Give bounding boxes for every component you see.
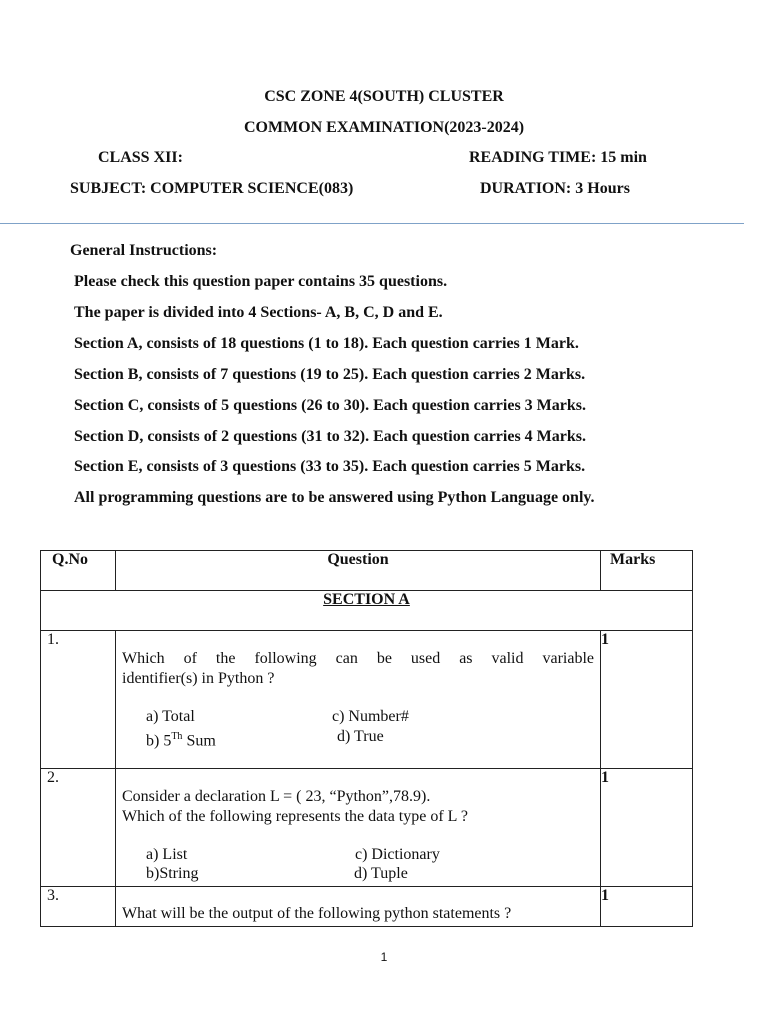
question-cell <box>116 631 601 769</box>
header-divider <box>0 223 744 224</box>
instruction-item: The paper is divided into 4 Sections- A, B, C, D and E. <box>74 304 443 321</box>
marks-value: 1 <box>601 769 693 887</box>
table-row <box>41 887 693 927</box>
option-c: c) Dictionary <box>355 846 440 863</box>
instructions-title: General Instructions: <box>70 242 218 259</box>
option-b: b)String <box>146 865 199 882</box>
section-title: SECTION A <box>323 591 410 608</box>
question-table <box>40 550 693 927</box>
option-d: d) Tuple <box>354 865 408 882</box>
section-row <box>41 591 693 631</box>
question-cell <box>116 769 601 887</box>
question-text: Which of the following can be used as valid variable <box>122 650 594 667</box>
class-label: CLASS XII: <box>98 149 183 166</box>
reading-time: READING TIME: 15 min <box>469 149 647 166</box>
instruction-item: Please check this question paper contains 35 questions. <box>74 273 448 290</box>
instruction-item: Section E, consists of 3 questions (33 to 35). Each question carries 5 Marks. <box>74 458 586 475</box>
marks-header: Marks <box>601 551 693 591</box>
instruction-item: Section D, consists of 2 questions (31 to 32). Each question carries 4 Marks. <box>74 428 586 445</box>
question-text: identifier(s) in Python ? <box>122 670 275 687</box>
option-a: a) List <box>146 846 188 863</box>
options <box>122 845 594 885</box>
table-header-row <box>41 551 693 591</box>
duration-label: DURATION: 3 Hours <box>480 180 630 197</box>
question-cell <box>116 887 601 927</box>
question-number: 2. <box>41 769 116 887</box>
option-b: b) 5Th Sum <box>146 731 216 750</box>
marks-value: 1 <box>601 887 693 927</box>
options <box>122 707 594 750</box>
page-number: 1 <box>380 950 388 964</box>
question-number: 3. <box>41 887 116 927</box>
qno-header: Q.No <box>41 551 116 591</box>
question-text: Which of the following represents the data type of L ? <box>122 808 468 825</box>
option-a: a) Total <box>146 708 195 725</box>
option-c: c) Number# <box>332 708 409 725</box>
marks-value: 1 <box>601 631 693 769</box>
instruction-item: Section A, consists of 18 questions (1 to 18). Each question carries 1 Mark. <box>74 335 579 352</box>
subject-label: SUBJECT: COMPUTER SCIENCE(083) <box>70 180 354 197</box>
table-row <box>41 769 693 887</box>
table-row <box>41 631 693 769</box>
question-text: What will be the output of the following python statements ? <box>122 905 512 922</box>
question-header: Question <box>116 551 601 591</box>
instruction-item: Section C, consists of 5 questions (26 to 30). Each question carries 3 Marks. <box>74 397 586 414</box>
instruction-item: Section B, consists of 7 questions (19 to 25). Each question carries 2 Marks. <box>74 366 586 383</box>
option-d: d) True <box>337 728 384 745</box>
question-text: Consider a declaration L = ( 23, “Python”,78.9). <box>122 788 431 805</box>
header-line-1: CSC ZONE 4(SOUTH) CLUSTER <box>264 88 504 105</box>
question-number: 1. <box>41 631 116 769</box>
instruction-item: All programming questions are to be answered using Python Language only. <box>74 489 595 506</box>
header-line-2: COMMON EXAMINATION(2023-2024) <box>243 119 525 136</box>
